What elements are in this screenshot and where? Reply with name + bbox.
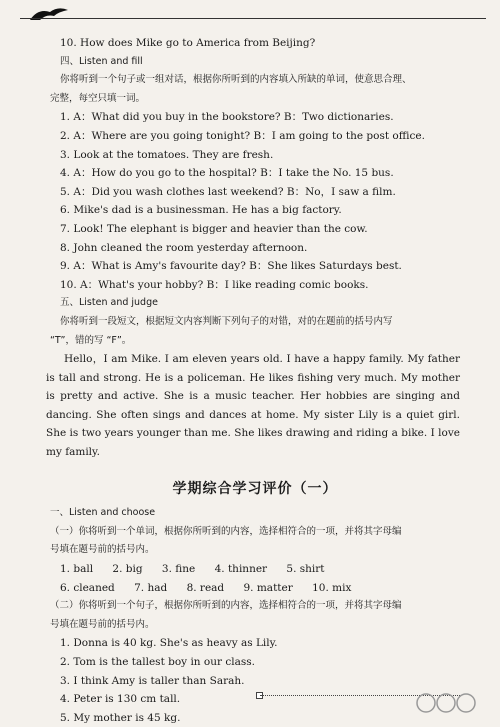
word-item: 4. thinner (214, 563, 268, 576)
section-4-title: 四、Listen and fill (60, 55, 143, 67)
header-rule (20, 18, 486, 19)
section-5-title: 五、Listen and judge (60, 297, 158, 309)
bird-logo-icon (28, 6, 70, 22)
section-4-instruction-cont: 完整，每空只填一词。 (50, 92, 146, 104)
watermark-logo-icon (412, 690, 482, 716)
fill-item: 7. Look! The elephant is bigger and heavier than the cow. (60, 222, 368, 235)
word-row (50, 560, 460, 579)
word-item: 7. had (134, 581, 168, 594)
fill-item: 10. A：What's your hobby? B：I like reading comic books. (60, 278, 369, 291)
word-item: 8. read (186, 581, 225, 594)
page-content (46, 34, 460, 727)
section-4-instruction: 你将听到一个句子或一组对话，根据你所听到的内容填入所缺的单词，使意思合理、 (60, 74, 412, 86)
passage: Hello，I am Mike. I am eleven years old. I have a happy family. My father is tall and strong. He is a policeman. He likes fishing very much. My mother is pretty and active. She is a music teacher. Her hobbies are singing and dancing. She often sings and dances at home. My sister Lily is a quiet girl. She is two years younger than me. She likes drawing and riding a bike. I love my family. (46, 353, 460, 459)
fill-item: 4. A：How do you go to the hospital? B：I take the No. 15 bus. (60, 167, 394, 180)
page-title: 学期综合学习评价（一） (172, 480, 338, 497)
part-2-instruction: （二）你将听到一个句子，根据你所听到的内容，选择相符合的一项，并将其字母编 (50, 600, 402, 612)
word-item: 5. shirt (286, 563, 325, 576)
fill-item: 3. Look at the tomatoes. They are fresh. (60, 148, 274, 161)
sentence-item: 4. Peter is 130 cm tall. (60, 693, 181, 706)
word-item: 6. cleaned (60, 581, 115, 594)
word-item: 1. ball (60, 563, 94, 576)
word-item: 3. fine (161, 563, 196, 576)
fill-item: 8. John cleaned the room yesterday afternoon. (60, 241, 308, 254)
word-item: 9. matter (243, 581, 293, 594)
sentence-item: 2. Tom is the tallest boy in our class. (60, 656, 255, 668)
fill-item: 5. A：Did you wash clothes last weekend? B：No，I saw a film. (60, 185, 396, 198)
sentence-item: 3. I think Amy is taller than Sarah. (60, 674, 245, 687)
word-item: 10. mix (312, 581, 352, 594)
fill-item: 1. A：What did you buy in the bookstore? B：Two dictionaries. (60, 111, 394, 124)
word-item: 2. big (112, 563, 143, 576)
sentence-item: 1. Donna is 40 kg. She's as heavy as Lily. (60, 637, 278, 650)
question-10: 10. How does Mike go to America from Beijing? (60, 37, 316, 49)
fill-item: 2. A：Where are you going tonight? B：I am going to the post office. (60, 129, 425, 142)
part-1-instruction: （一）你将听到一个单词，根据你所听到的内容，选择相符合的一项，并将其字母编 (50, 525, 402, 537)
section-5-instruction: 你将听到一段短文，根据短文内容判断下列句子的对错，对的在题前的括号内写 (60, 315, 393, 327)
part-2-instruction-cont: 号填在题号前的括号内。 (50, 618, 155, 630)
section-5-instruction-cont: “T”，错的写 “F”。 (50, 334, 132, 346)
part-1-instruction-cont: 号填在题号前的括号内。 (50, 544, 155, 556)
section-1-title: 一、Listen and choose (50, 507, 156, 519)
sentence-item: 5. My mother is 45 kg. (60, 711, 181, 724)
fill-item: 6. Mike's dad is a businessman. He has a big factory. (60, 204, 342, 217)
word-row (50, 579, 460, 598)
fill-item: 9. A：What is Amy's favourite day? B：She likes Saturdays best. (60, 260, 402, 273)
